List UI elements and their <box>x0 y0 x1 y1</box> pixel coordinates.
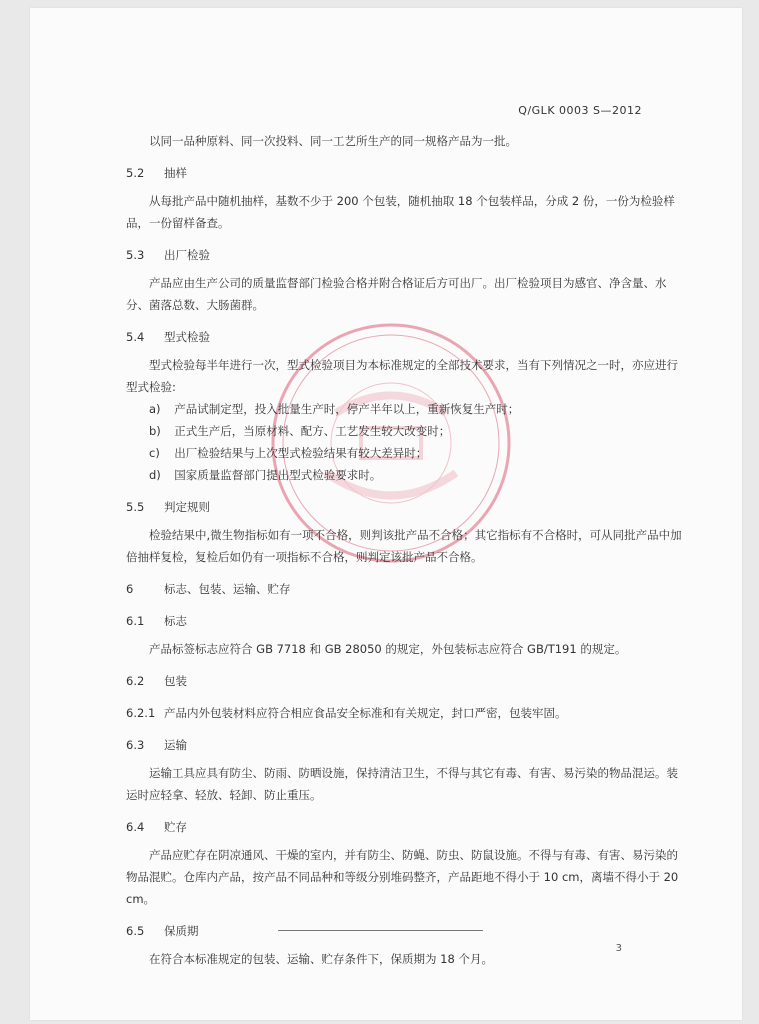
section-title: 包装 <box>164 674 187 688</box>
list-item <box>149 420 686 442</box>
section-title: 标志 <box>164 614 187 628</box>
section-number: 6.5 <box>126 924 145 938</box>
section-6-5-heading <box>126 920 686 942</box>
list-item <box>149 442 686 464</box>
section-6-4-text: 产品应贮存在阴凉通风、干燥的室内，并有防尘、防蝇、防虫、防鼠设施。不得与有毒、有害、易污染的物品混贮。仓库内产品，按产品不同品种和等级分别堆码整齐，产品距地不得小于 10 cm，离墙不得小于 20 cm。 <box>126 848 679 906</box>
section-5-2-text: 从每批产品中随机抽样，基数不少于 200 个包装，随机抽取 18 个包装样品，分成 2 份，一份为检验样品，一份留样备查。 <box>126 194 675 230</box>
section-5-4-heading <box>126 326 686 348</box>
list-marker: a) <box>149 402 161 416</box>
section-5-3-text: 产品应由生产公司的质量监督部门检验合格并附合格证后方可出厂。出厂检验项目为感官、净含量、水分、菌落总数、大肠菌群。 <box>126 276 667 312</box>
type-inspection-conditions <box>126 398 686 486</box>
list-item-text: 出厂检验结果与上次型式检验结果有较大差异时； <box>174 446 428 460</box>
section-title: 贮存 <box>164 820 187 834</box>
section-number: 6.2 <box>126 674 145 688</box>
list-marker: d) <box>149 468 161 482</box>
list-marker: c) <box>149 446 160 460</box>
section-5-2-heading <box>126 162 686 184</box>
section-5-5-heading <box>126 496 686 518</box>
section-6-5-text: 在符合本标准规定的包装、运输、贮存条件下，保质期为 18 个月。 <box>149 952 493 966</box>
section-title: 型式检验 <box>164 330 210 344</box>
page-number: 3 <box>615 943 622 954</box>
section-6-1-text: 产品标签标志应符合 GB 7718 和 GB 28050 的规定，外包装标志应符合 GB/T191 的规定。 <box>149 642 627 656</box>
list-item <box>149 464 686 486</box>
section-number: 6.1 <box>126 614 145 628</box>
section-number: 6 <box>126 582 134 596</box>
list-item-text: 正式生产后，当原材料、配方、工艺发生较大改变时； <box>174 424 451 438</box>
document-body <box>126 130 686 970</box>
section-5-5-text: 检验结果中,微生物指标如有一项不合格，则判该批产品不合格；其它指标有不合格时，可从同批产品中加倍抽样复检，复检后如仍有一项指标不合格，则判定该批产品不合格。 <box>126 528 682 564</box>
section-6-3-text: 运输工具应具有防尘、防雨、防晒设施，保持清洁卫生，不得与其它有毒、有害、易污染的物品混运。装运时应轻拿、轻放、轻卸、防止重压。 <box>126 766 678 802</box>
document-page <box>30 8 742 1020</box>
section-number: 5.4 <box>126 330 145 344</box>
section-6-1-heading <box>126 610 686 632</box>
section-title: 标志、包装、运输、贮存 <box>164 582 291 596</box>
section-5-4-text: 型式检验每半年进行一次，型式检验项目为本标准规定的全部技术要求，当有下列情况之一时，亦应进行型式检验: <box>126 358 678 394</box>
standard-code: Q/GLK 0003 S—2012 <box>518 104 642 117</box>
section-title: 出厂检验 <box>164 248 210 262</box>
section-title: 判定规则 <box>164 500 210 514</box>
section-number: 5.3 <box>126 248 145 262</box>
list-marker: b) <box>149 424 161 438</box>
section-number: 5.5 <box>126 500 145 514</box>
list-item-text: 国家质量监督部门提出型式检验要求时。 <box>174 468 382 482</box>
batch-definition-text: 以同一品种原料、同一次投料、同一工艺所生产的同一规格产品为一批。 <box>149 134 517 148</box>
end-rule <box>278 930 483 931</box>
list-item-text: 产品试制定型，投入批量生产时，停产半年以上，重新恢复生产时； <box>174 402 520 416</box>
section-title: 运输 <box>164 738 187 752</box>
section-6-2-1-text <box>126 702 686 724</box>
list-item <box>149 398 686 420</box>
section-title: 保质期 <box>164 924 199 938</box>
section-6-2-heading <box>126 670 686 692</box>
section-title: 抽样 <box>164 166 187 180</box>
section-6-heading <box>126 578 686 600</box>
section-number: 6.2.1 <box>126 706 156 720</box>
section-text: 产品内外包装材料应符合相应食品安全标准和有关规定，封口严密，包装牢固。 <box>164 706 567 720</box>
section-number: 6.4 <box>126 820 145 834</box>
section-number: 6.3 <box>126 738 145 752</box>
section-6-3-heading <box>126 734 686 756</box>
section-5-3-heading <box>126 244 686 266</box>
section-6-4-heading <box>126 816 686 838</box>
section-number: 5.2 <box>126 166 145 180</box>
